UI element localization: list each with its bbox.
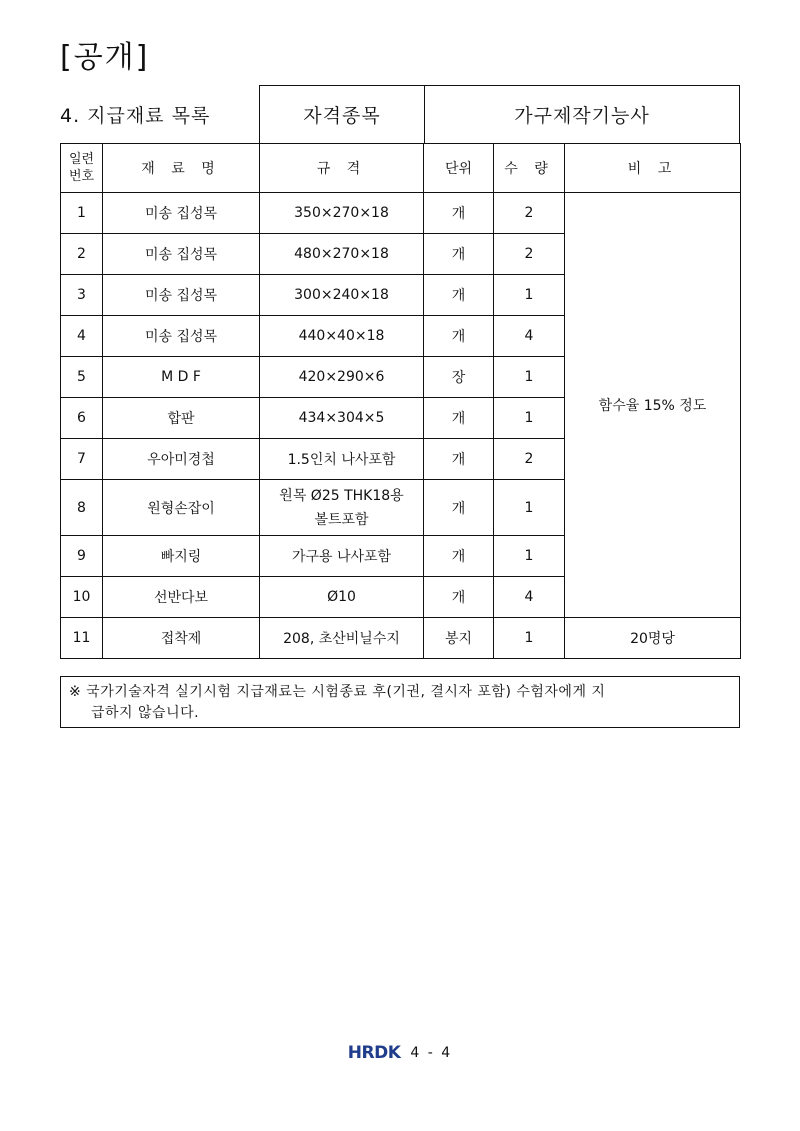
page-number: 4 - 4 xyxy=(410,1045,453,1061)
cell-qty: 2 xyxy=(494,439,565,480)
table-row xyxy=(61,618,741,659)
header-material-name: 재 료 명 xyxy=(103,144,260,193)
cell-no: 4 xyxy=(61,316,103,357)
cell-unit: 봉지 xyxy=(424,618,494,659)
cell-spec-line2: 볼트포함 xyxy=(314,511,369,528)
cell-no: 7 xyxy=(61,439,103,480)
cell-qty: 1 xyxy=(494,480,565,536)
cell-unit: 장 xyxy=(424,357,494,398)
cell-spec: 434×304×5 xyxy=(260,398,424,439)
cell-no: 3 xyxy=(61,275,103,316)
cell-no: 6 xyxy=(61,398,103,439)
cell-qty: 4 xyxy=(494,316,565,357)
qualification-value: 가구제작기능사 xyxy=(514,105,650,127)
materials-table xyxy=(60,143,741,659)
cell-merged-remark: 함수율 15% 정도 xyxy=(565,193,741,618)
cell-qty: 1 xyxy=(494,398,565,439)
cell-unit: 개 xyxy=(424,193,494,234)
cell-spec xyxy=(260,480,424,536)
cell-unit: 개 xyxy=(424,275,494,316)
cell-spec: 350×270×18 xyxy=(260,193,424,234)
cell-spec: 480×270×18 xyxy=(260,234,424,275)
cell-spec-line1: 원목 Ø25 THK18용 xyxy=(279,487,404,504)
cell-name: 미송 집성목 xyxy=(103,275,260,316)
qualification-label: 자격종목 xyxy=(260,86,425,143)
cell-name: 우아미경첩 xyxy=(103,439,260,480)
cell-name: 원형손잡이 xyxy=(103,480,260,536)
notice-box xyxy=(60,676,740,728)
cell-qty: 2 xyxy=(494,234,565,275)
cell-spec: 300×240×18 xyxy=(260,275,424,316)
cell-spec: 1.5인치 나사포함 xyxy=(260,439,424,480)
cell-qty: 4 xyxy=(494,577,565,618)
header-spec: 규 격 xyxy=(260,144,424,193)
cell-unit: 개 xyxy=(424,316,494,357)
cell-spec: 420×290×6 xyxy=(260,357,424,398)
cell-spec: 440×40×18 xyxy=(260,316,424,357)
header-quantity: 수 량 xyxy=(494,144,565,193)
cell-name: 미송 집성목 xyxy=(103,193,260,234)
page-footer xyxy=(0,1043,800,1063)
cell-name: M D F xyxy=(103,357,260,398)
notice-line1: ※ 국가기술자격 실기시험 지급재료는 시험종료 후(기권, 결시자 포함) 수험자에게 지 xyxy=(69,684,606,700)
cell-unit: 개 xyxy=(424,234,494,275)
notice-line2: 급하지 않습니다. xyxy=(91,705,200,721)
header-serial-line2: 번호 xyxy=(68,169,95,184)
cell-unit: 개 xyxy=(424,439,494,480)
cell-no: 5 xyxy=(61,357,103,398)
header-serial-no xyxy=(61,144,103,193)
cell-name: 빠지링 xyxy=(103,536,260,577)
cell-unit: 개 xyxy=(424,398,494,439)
cell-no: 8 xyxy=(61,480,103,536)
cell-spec: 가구용 나사포함 xyxy=(260,536,424,577)
cell-unit: 개 xyxy=(424,536,494,577)
hrdk-logo: HRDK xyxy=(347,1043,401,1063)
cell-name: 미송 집성목 xyxy=(103,234,260,275)
header-serial-line1: 일련 xyxy=(68,152,95,167)
header-remark: 비 고 xyxy=(565,144,741,193)
cell-qty: 1 xyxy=(494,275,565,316)
cell-qty: 2 xyxy=(494,193,565,234)
cell-name: 선반다보 xyxy=(103,577,260,618)
cell-qty: 1 xyxy=(494,536,565,577)
cell-qty: 1 xyxy=(494,618,565,659)
cell-no: 11 xyxy=(61,618,103,659)
cell-unit: 개 xyxy=(424,577,494,618)
table-row xyxy=(61,193,741,234)
cell-no: 10 xyxy=(61,577,103,618)
cell-name: 합판 xyxy=(103,398,260,439)
section-title: 4. 지급재료 목록 xyxy=(60,104,211,127)
cell-unit: 개 xyxy=(424,480,494,536)
public-tag: [공개] xyxy=(60,40,150,75)
cell-no: 9 xyxy=(61,536,103,577)
qualification-box xyxy=(259,85,740,143)
cell-no: 2 xyxy=(61,234,103,275)
cell-spec: 208, 초산비닐수지 xyxy=(260,618,424,659)
cell-name: 접착제 xyxy=(103,618,260,659)
cell-qty: 1 xyxy=(494,357,565,398)
cell-no: 1 xyxy=(61,193,103,234)
cell-spec: Ø10 xyxy=(260,577,424,618)
cell-remark: 20명당 xyxy=(565,618,741,659)
cell-name: 미송 집성목 xyxy=(103,316,260,357)
table-header-row xyxy=(61,144,741,193)
title-row xyxy=(60,85,740,143)
header-unit: 단위 xyxy=(424,144,494,193)
